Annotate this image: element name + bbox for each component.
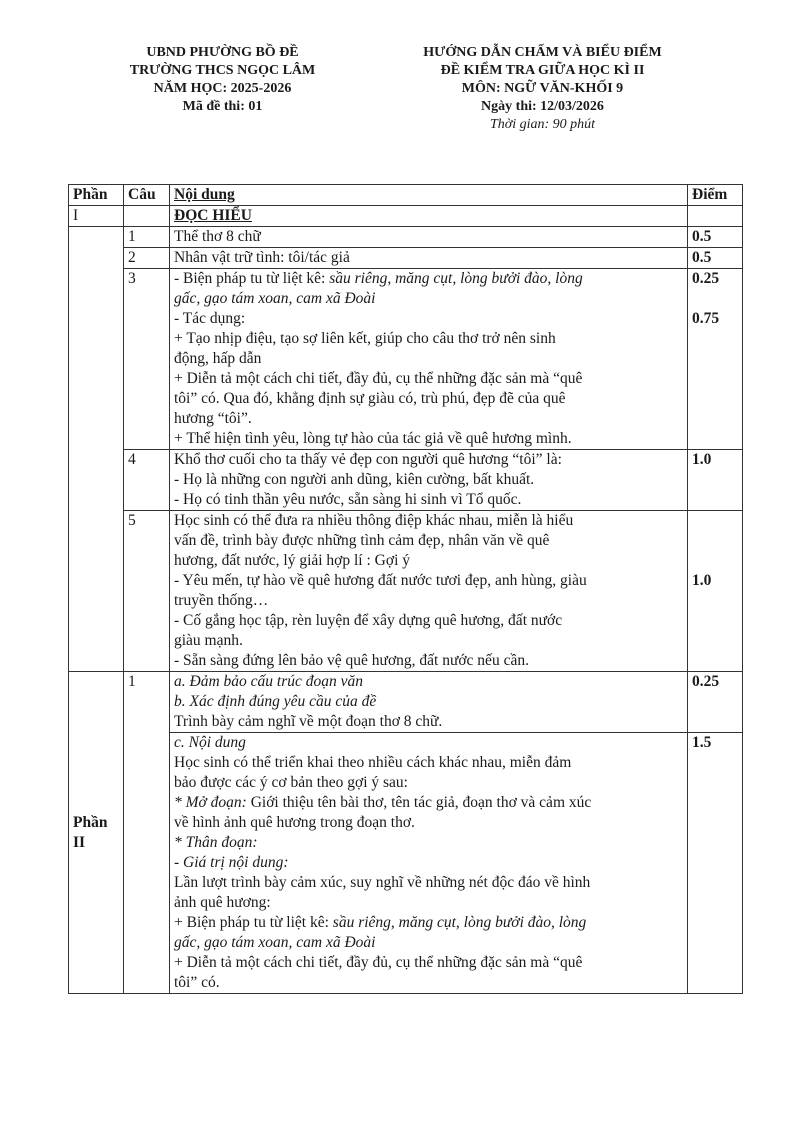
table-row: [69, 450, 743, 511]
score: 1.0: [688, 450, 743, 511]
exam-info: [370, 44, 715, 134]
question-number: 2: [124, 248, 170, 269]
question-number: 1: [124, 672, 170, 994]
answer-content: Học sinh có thể đưa ra nhiều thông điệp khác nhau, miễn là hiểu vấn đề, trình bày được những tình cảm đẹp, nhân văn về quê hương, đất nước, lý giải hợp lí : Gợi ý - Yêu mến, tự hào về quê hương đất nước tươi đẹp, anh hùng, giàu truyền thống… - Cố gắng học tập, rèn luyện để xây dựng quê hương, đất nước giàu mạnh. - Sẵn sàng đứng lên bảo vệ quê hương, đất nước nếu cần.: [170, 511, 688, 672]
table-row: [69, 511, 743, 672]
header-part: Phần: [69, 185, 124, 206]
header-content: Nội dung: [170, 185, 688, 206]
question-number: 3: [124, 269, 170, 450]
exam-duration: Thời gian: 90 phút: [489, 117, 596, 132]
school-info: [90, 44, 355, 116]
document-header: [0, 44, 793, 154]
answer-content: - Biện pháp tu từ liệt kê: sầu riêng, măng cụt, lòng bưởi đào, lòng gấc, gạo tám xoan, cam xã Đoài - Tác dụng: + Tạo nhịp điệu, tạo sợ liên kết, giúp cho câu thơ trở nên sinh động, hấp dẫn + Diễn tả một cách chi tiết, đầy đủ, cụ thể những đặc sản mà “quê tôi” có. Qua đó, khẳng định sự giàu có, trù phú, đẹp đẽ của quê hương “tôi”. + Thể hiện tình yêu, lòng tự hào của tác giả về quê hương mình.: [170, 269, 688, 450]
exam-code: Mã đề thi: 01: [182, 99, 263, 114]
table-row: [69, 227, 743, 248]
header-score: Điểm: [688, 185, 743, 206]
part-label: I: [69, 206, 124, 227]
question-number: 1: [124, 227, 170, 248]
table-header-row: [69, 185, 743, 206]
doc-title: HƯỚNG DẪN CHẤM VÀ BIỂU ĐIỂM: [423, 45, 662, 60]
table-row: [69, 733, 743, 994]
table-row: [69, 672, 743, 733]
score: 1.0: [688, 511, 743, 672]
score: 0.5: [688, 227, 743, 248]
answer-content: Thể thơ 8 chữ: [170, 227, 688, 248]
answer-content: a. Đảm bảo cấu trúc đoạn văn b. Xác định đúng yêu cầu của đề Trình bày cảm nghĩ về một đoạn thơ 8 chữ.: [170, 672, 688, 733]
table-row: [69, 206, 743, 227]
part-label: Phần II: [69, 672, 124, 994]
table-row: [69, 269, 743, 450]
answer-content: Nhân vật trữ tình: tôi/tác giả: [170, 248, 688, 269]
question-number: 5: [124, 511, 170, 672]
table-row: [69, 248, 743, 269]
question-number: 4: [124, 450, 170, 511]
score: 1.5: [688, 733, 743, 994]
subject-name: MÔN: NGỮ VĂN-KHỐI 9: [461, 81, 624, 96]
school-name: TRƯỜNG THCS NGỌC LÂM: [129, 63, 316, 78]
score: 0.5: [688, 248, 743, 269]
score: 0.25 0.75: [688, 269, 743, 450]
district-name: UBND PHƯỜNG BỒ ĐỀ: [146, 45, 299, 60]
header-question: Câu: [124, 185, 170, 206]
grading-table: [68, 184, 743, 994]
section-title: ĐỌC HIỂU: [170, 206, 688, 227]
school-year: NĂM HỌC: 2025-2026: [153, 81, 292, 96]
score: 0.25: [688, 672, 743, 733]
answer-content: c. Nội dung Học sinh có thể triển khai theo nhiều cách khác nhau, miễn đảm bảo được các ý cơ bản theo gợi ý sau: * Mở đoạn: Giới thiệu tên bài thơ, tên tác giả, đoạn thơ và cảm xúc về hình ảnh quê hương trong đoạn thơ. * Thân đoạn: - Giá trị nội dung: Lần lượt trình bày cảm xúc, suy nghĩ về những nét độc đáo về hình ảnh quê hương: + Biện pháp tu từ liệt kê: sầu riêng, măng cụt, lòng bưởi đào, lòng gấc, gạo tám xoan, cam xã Đoài + Diễn tả một cách chi tiết, đầy đủ, cụ thể những đặc sản mà “quê tôi” có.: [170, 733, 688, 994]
answer-content: Khổ thơ cuối cho ta thấy vẻ đẹp con người quê hương “tôi” là: - Họ là những con người anh dũng, kiên cường, bất khuất. - Họ có tinh thần yêu nước, sẵn sàng hi sinh vì Tổ quốc.: [170, 450, 688, 511]
exam-date: Ngày thi: 12/03/2026: [481, 99, 604, 114]
exam-name: ĐỀ KIỂM TRA GIỮA HỌC KÌ II: [440, 63, 645, 78]
